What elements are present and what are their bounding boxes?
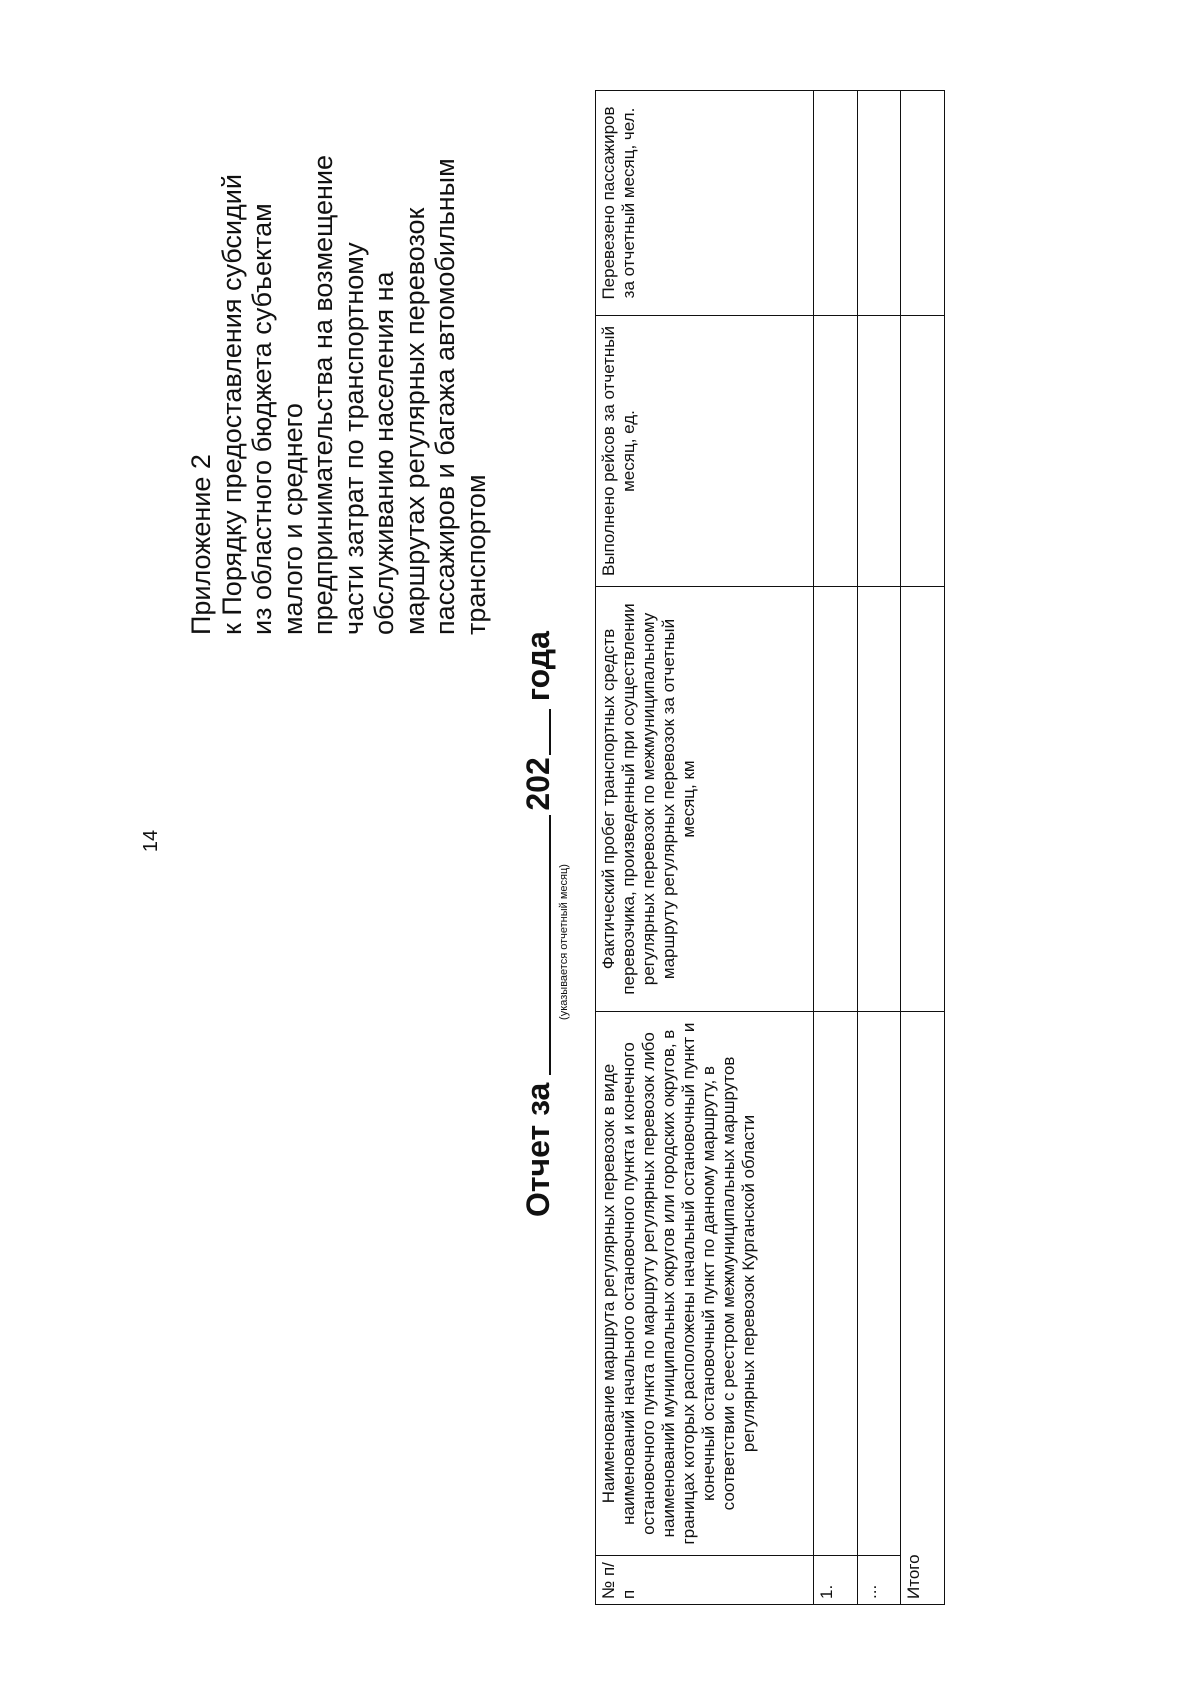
table-cell: 1.	[814, 1556, 858, 1605]
appendix-line: Приложение 2	[186, 454, 216, 635]
report-title-prefix: Отчет за	[520, 1082, 556, 1217]
report-table	[595, 90, 945, 1605]
report-title-suffix: года	[520, 631, 556, 702]
appendix-line: обслуживанию населения на	[369, 271, 399, 635]
appendix-line: предпринимательства на возмещение	[308, 154, 338, 635]
table-cell	[814, 316, 858, 587]
header-number: № п/п	[596, 1556, 814, 1605]
table-cell	[814, 91, 858, 316]
header-passengers: Перевезено пассажиров за отчетный месяц, чел.	[596, 91, 814, 316]
table-cell	[901, 316, 945, 587]
appendix-line: пассажиров и багажа автомобильным	[430, 158, 460, 635]
table-row	[814, 91, 858, 1605]
table-cell	[857, 1012, 901, 1556]
appendix-line: маршрутах регулярных перевозок	[399, 207, 430, 635]
appendix-line: из областного бюджета субъектам	[247, 203, 277, 635]
month-blank	[521, 815, 551, 1075]
appendix-header	[186, 155, 491, 635]
appendix-line: части затрат по транспортному	[338, 242, 369, 635]
table-cell	[814, 1012, 858, 1556]
page-number: 14	[140, 829, 162, 853]
table-cell	[814, 587, 858, 1012]
appendix-line: малого и среднего	[277, 403, 308, 635]
year-blank	[521, 709, 551, 755]
header-trips: Выполнено рейсов за отчетный месяц, ед.	[596, 316, 814, 587]
appendix-line: к Порядку предоставления субсидий	[216, 174, 247, 635]
table-cell: ...	[857, 1556, 901, 1605]
table-cell	[901, 91, 945, 316]
report-title-block	[520, 517, 580, 1217]
table-cell	[857, 316, 901, 587]
table-cell	[857, 587, 901, 1012]
report-year-prefix: 202	[520, 757, 556, 811]
table-cell-total: Итого	[901, 1012, 945, 1605]
report-title	[520, 631, 557, 1217]
table-cell	[901, 587, 945, 1012]
table-row	[857, 91, 901, 1605]
header-mileage: Фактический пробег транспортных средств перевозчика, произведенный при осуществлении регулярных перевозок по межмуниципальному маршруту регулярных перевозок за отчетный месяц, км	[596, 587, 814, 1012]
month-note: (указывается отчетный месяц)	[558, 864, 570, 1020]
table-cell	[857, 91, 901, 316]
table-row-total	[901, 91, 945, 1605]
appendix-line: транспортом	[460, 474, 491, 635]
header-route-name: Наименование маршрута регулярных перевозок в виде наименований начального остановочного пункта и конечного остановочного пункта по маршруту регулярных перевозок либо наименований муниципальных округов или городских округов, в границах которых расположены начальный остановочный пункт и конечный остановочный пункт по данному маршруту, в соответствии с реестром межмуниципальных маршрутов регулярных перевозок Курганской области	[596, 1012, 814, 1556]
table-header-row	[596, 91, 814, 1605]
